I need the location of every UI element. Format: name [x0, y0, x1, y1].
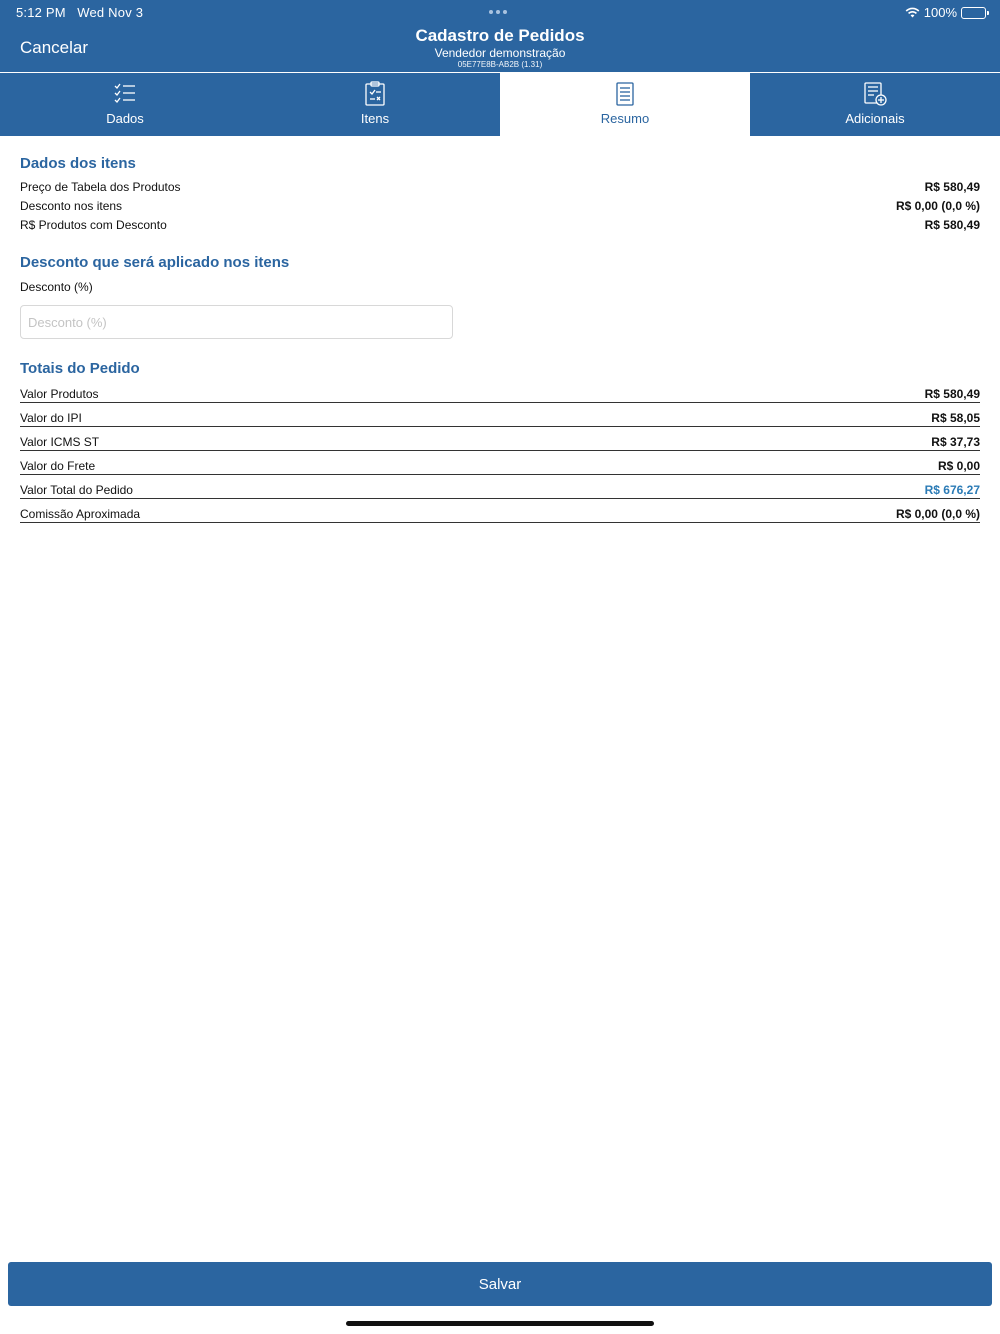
status-time-value: 5:12 PM [16, 5, 66, 20]
wifi-icon [905, 7, 920, 18]
row-label: Valor ICMS ST [20, 435, 100, 449]
status-indicators [905, 5, 986, 20]
row-label: Valor do IPI [20, 411, 82, 425]
clipboard-icon [362, 81, 388, 107]
cancel-button[interactable]: Cancelar [20, 38, 89, 57]
save-button[interactable]: Salvar [8, 1262, 992, 1306]
section-title-itens: Dados dos itens [20, 155, 136, 172]
row-label: Comissão Aproximada [20, 507, 141, 521]
tab-bar [0, 73, 1000, 136]
page-title: Cadastro de Pedidos [415, 26, 585, 45]
discount-field-label: Desconto (%) [20, 280, 93, 294]
table-row [20, 403, 980, 427]
table-row [20, 427, 980, 451]
section-title-totais: Totais do Pedido [20, 360, 140, 377]
total-value: R$ 676,27 [924, 483, 980, 497]
row-label: Valor Produtos [20, 387, 99, 401]
summary-content [20, 150, 980, 523]
tab-dados[interactable] [0, 73, 250, 136]
table-row [20, 379, 980, 403]
row-value: R$ 0,00 (0,0 %) [895, 507, 980, 521]
table-row [20, 475, 980, 499]
itens-summary-list [20, 178, 980, 235]
row-label: Preço de Tabela dos Produtos [20, 180, 181, 194]
row-label: Valor do Frete [20, 459, 96, 473]
list-item [20, 197, 980, 216]
table-row [20, 499, 980, 523]
section-title-desconto: Desconto que será aplicado nos itens [20, 254, 290, 271]
row-value: R$ 58,05 [931, 411, 980, 425]
row-value: R$ 0,00 (0,0 %) [895, 199, 980, 213]
status-date: Wed Nov 3 [77, 5, 144, 20]
multitasking-dots-icon[interactable] [489, 10, 511, 14]
row-value: R$ 0,00 [937, 459, 980, 473]
row-value: R$ 580,49 [924, 387, 980, 401]
tab-resumo[interactable] [500, 73, 750, 136]
row-label: Desconto nos itens [20, 199, 123, 213]
status-time [16, 5, 143, 20]
totals-list [20, 379, 980, 523]
row-value: R$ 37,73 [931, 435, 980, 449]
tab-adicionais[interactable] [750, 73, 1000, 136]
home-indicator[interactable] [346, 1321, 654, 1326]
navigation-bar [0, 0, 1000, 72]
list-item [20, 216, 980, 235]
tab-label: Adicionais [845, 111, 905, 126]
table-row [20, 451, 980, 475]
tab-label: Resumo [600, 111, 650, 126]
document-list-icon [612, 81, 638, 107]
battery-percent: 100% [923, 5, 957, 20]
checklist-icon [112, 81, 138, 107]
discount-input[interactable] [20, 305, 453, 339]
row-value: R$ 580,49 [924, 180, 980, 194]
row-label: Valor Total do Pedido [20, 483, 133, 497]
list-item [20, 178, 980, 197]
tab-label: Itens [360, 111, 390, 126]
tab-label: Dados [106, 111, 144, 126]
row-value: R$ 580,49 [924, 218, 980, 232]
battery-icon [961, 7, 986, 19]
tab-itens[interactable] [250, 73, 500, 136]
version-label: 05E77E8B-AB2B (1.31) [457, 60, 543, 69]
row-label: R$ Produtos com Desconto [20, 218, 167, 232]
title-block [300, 26, 700, 70]
document-add-icon [862, 81, 888, 107]
page-subtitle: Vendedor demonstração [434, 46, 566, 60]
